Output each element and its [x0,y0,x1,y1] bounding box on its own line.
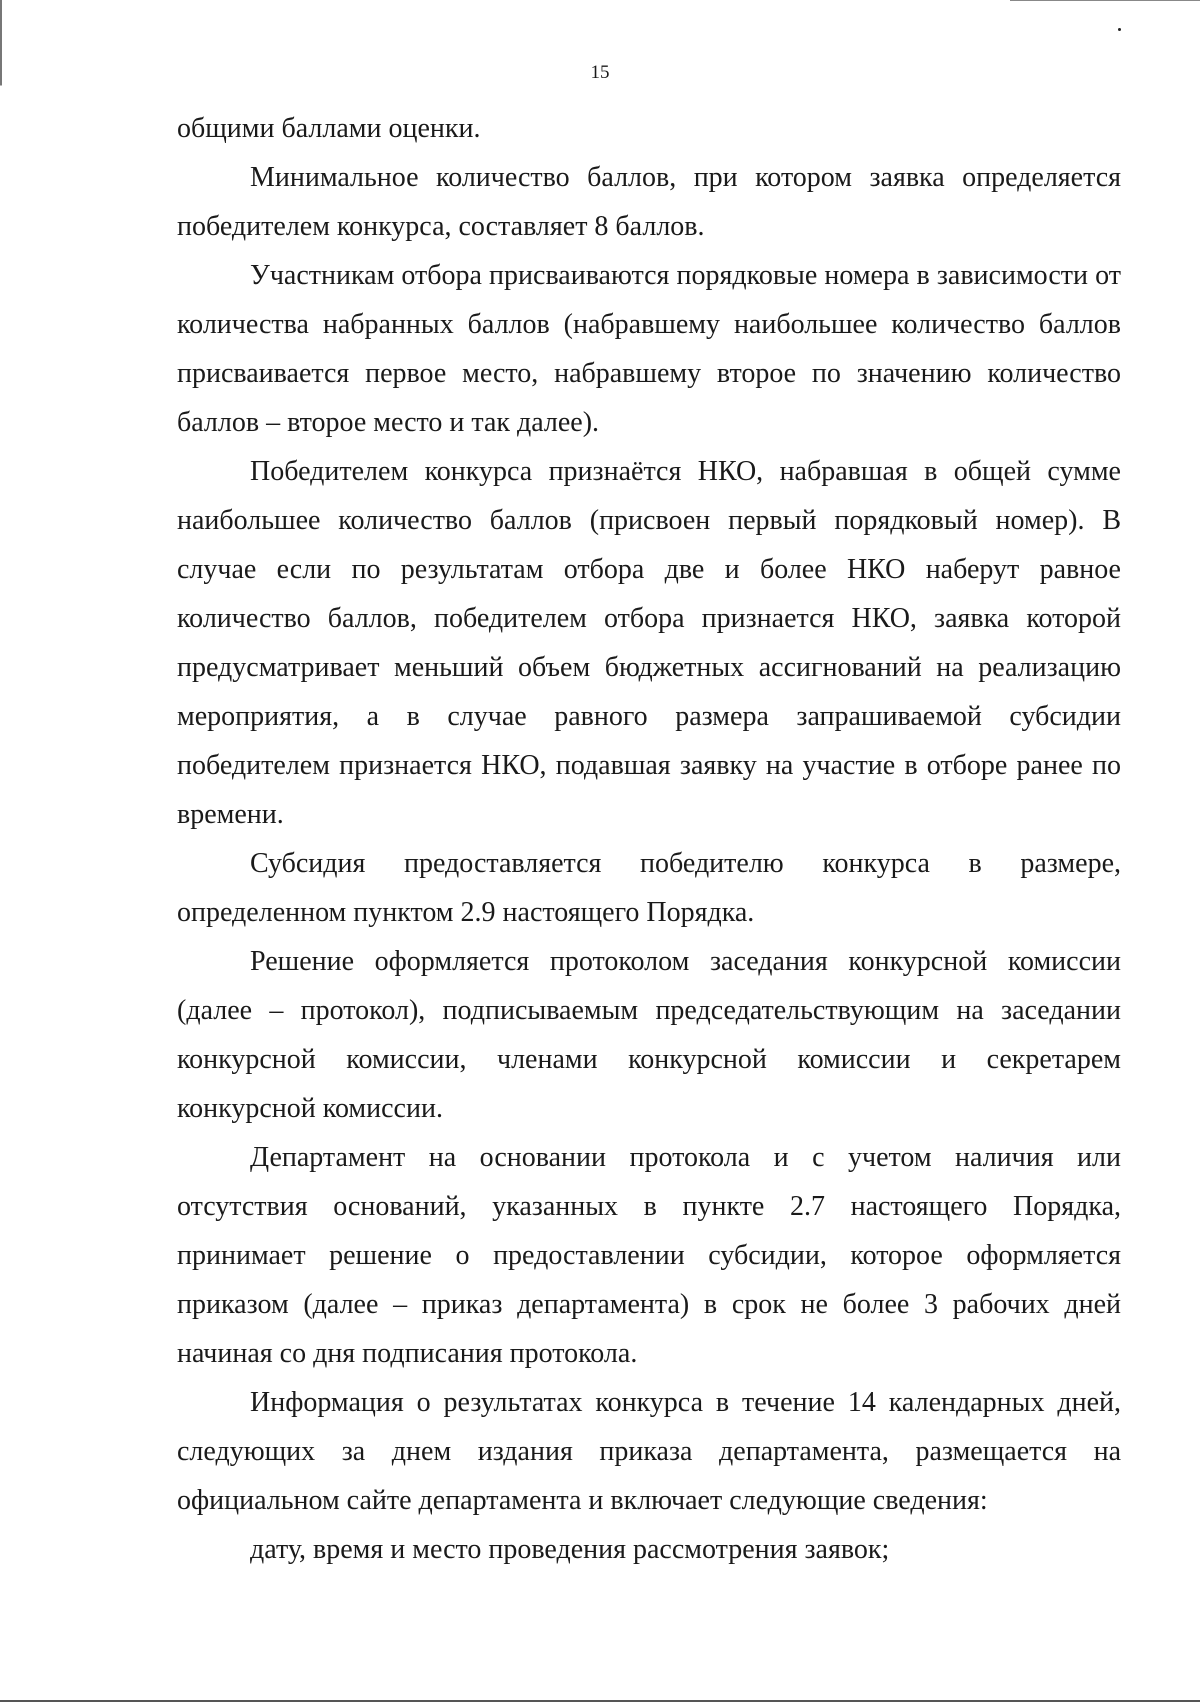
paragraph-results-info: Информация о результатах конкурса в течение 14 календарных дней, следующих за днем издания приказа департамента, размещается на официальном сайте департамента и включает следующие сведения: [177,1387,1121,1516]
scan-speck [1118,28,1121,31]
page-number: 15 [590,62,610,83]
paragraph-department-decision: Департамент на основании протокола и с учетом наличия или отсутствия оснований, указанных в пункте 2.7 настоящего Порядка, принимает решение о предоставлении субсидии, которое оформляется приказом (далее – приказ департамента) в срок не более 3 рабочих дней начиная со дня подписания протокола. [177,1142,1121,1369]
scan-edge-top [1010,0,1200,1]
document-body [177,104,1121,1574]
paragraph-protocol: Решение оформляется протоколом заседания конкурсной комиссии (далее – протокол), подписываемым председательствующим на заседании конкурсной комиссии, членами конкурсной комиссии и секретарем конкурсной комиссии. [177,946,1121,1124]
paragraph-minimum-score: Минимальное количество баллов, при котором заявка определяется победителем конкурса, составляет 8 баллов. [177,162,1121,242]
paragraph-winner: Победителем конкурса признаётся НКО, набравшая в общей сумме наибольшее количество баллов (присвоен первый порядковый номер). В случае если по результатам отбора две и более НКО наберут равное количество баллов, победителем отбора признается НКО, заявка которой предусматривает меньший объем бюджетных ассигнований на реализацию мероприятия, а в случае равного размера запрашиваемой субсидии победителем признается НКО, подавшая заявку на участие в отборе ранее по времени. [177,456,1121,830]
scan-edge-left [0,0,2,1708]
paragraph-continuation: общими баллами оценки. [177,113,481,144]
paragraph-ranking: Участникам отбора присваиваются порядковые номера в зависимости от количества набранных баллов (набравшему наибольшее количество баллов присваивается первое место, набравшему второе по значению количество баллов – второе место и так далее). [177,260,1121,438]
scan-edge-bottom [0,1700,1200,1702]
paragraph-list-item: дату, время и место проведения рассмотрения заявок; [250,1534,890,1565]
paragraph-subsidy: Субсидия предоставляется победителю конкурса в размере, определенном пунктом 2.9 настоящего Порядка. [177,848,1121,928]
